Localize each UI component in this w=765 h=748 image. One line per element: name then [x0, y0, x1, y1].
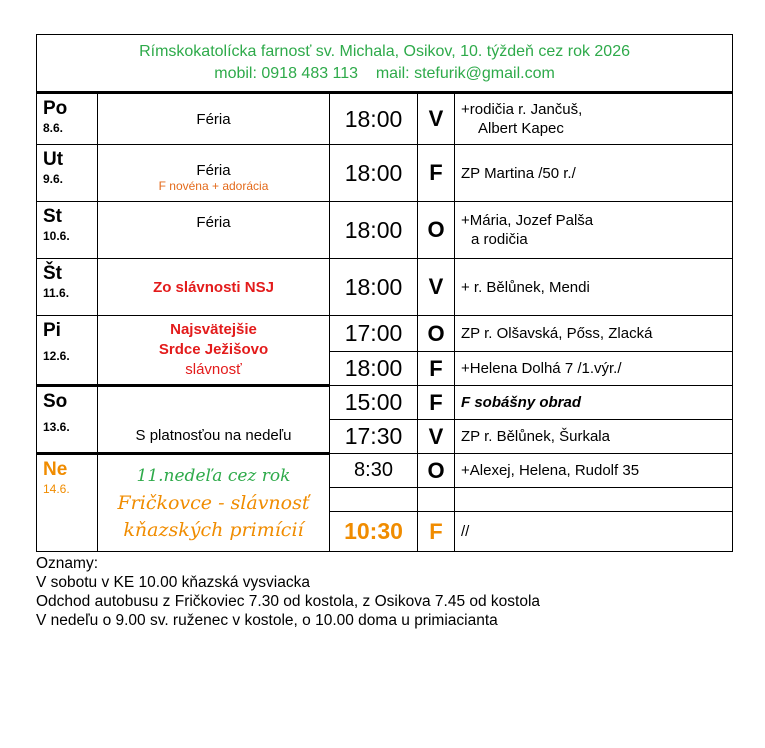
celebrant-letter: F — [418, 352, 455, 386]
day-row-stv — [37, 259, 733, 316]
day-cell: Pi 12.6. — [37, 316, 98, 386]
parish-title: Rímskokatolícka farnosť sv. Michala, Osikov, 10. týždeň cez rok 2026 — [139, 43, 630, 60]
announcements-title: Oznamy: — [36, 555, 99, 572]
mass-intention: +Helena Dolhá 7 /1.výr./ — [455, 352, 733, 386]
schedule-page — [36, 34, 732, 630]
mass-intention: ZP r. Bělůnek, Šurkala — [455, 420, 733, 454]
day-cell: Ne 14.6. — [37, 454, 98, 552]
parish-header — [37, 35, 733, 93]
day-cell: Ut 9.6. — [37, 145, 98, 202]
day-description: Najsvätejšie Srdce Ježišovo slávnosť — [98, 316, 330, 386]
day-cell: St 10.6. — [37, 202, 98, 259]
celebrant-letter: O — [418, 202, 455, 259]
announcements — [36, 554, 732, 630]
mass-intention: ZP Martina /50 r./ — [455, 145, 733, 202]
mass-time: 18:00 — [330, 259, 418, 316]
celebrant-letter: F — [418, 386, 455, 420]
mass-time: 18:00 — [330, 93, 418, 145]
day-row-po — [37, 93, 733, 145]
mass-time: 18:00 — [330, 145, 418, 202]
mass-intention: F sobášny obrad — [455, 386, 733, 420]
day-description: Féria — [98, 202, 330, 259]
day-description: Féria F novéna + adorácia — [98, 145, 330, 202]
celebrant-letter: F — [418, 512, 455, 552]
day-subnote: F novéna + adorácia — [158, 178, 269, 193]
mass-time: 10:30 — [330, 512, 418, 552]
day-description: Féria — [98, 93, 330, 145]
announcement-line: Odchod autobusu z Fričkoviec 7.30 od kostola, z Osikova 7.45 od kostola — [36, 593, 541, 610]
mass-time: 17:30 — [330, 420, 418, 454]
mass-time: 18:00 — [330, 352, 418, 386]
mass-intention: +rodičia r. Jančuš, Albert Kapec — [455, 93, 733, 145]
announcement-line: V sobotu v KE 10.00 kňazská vysviacka — [36, 574, 310, 591]
celebrant-letter: F — [418, 145, 455, 202]
mass-time: 18:00 — [330, 202, 418, 259]
mass-intention: + r. Bělůnek, Mendi — [455, 259, 733, 316]
parish-contact: mobil: 0918 483 113 mail: stefurik@gmail.com — [214, 65, 555, 82]
mass-schedule-table — [36, 34, 733, 552]
mass-time: 15:00 — [330, 386, 418, 420]
mass-intention: +Mária, Jozef Palša a rodičia — [455, 202, 733, 259]
mass-time: 8:30 — [330, 454, 418, 488]
mass-intention: +Alexej, Helena, Rudolf 35 — [455, 454, 733, 488]
celebrant-letter: V — [418, 420, 455, 454]
day-row-st — [37, 202, 733, 259]
day-row-ut — [37, 145, 733, 202]
day-row-so — [37, 386, 733, 420]
day-description: Zo slávnosti NSJ — [98, 259, 330, 316]
celebrant-letter: V — [418, 259, 455, 316]
celebrant-letter: O — [418, 316, 455, 352]
mass-intention: // — [455, 512, 733, 552]
day-row-pi — [37, 316, 733, 352]
day-cell: Po 8.6. — [37, 93, 98, 145]
announcement-line: V nedeľu o 9.00 sv. ruženec v kostole, o 10.00 doma u primiacianta — [36, 612, 498, 629]
day-description: S platnosťou na nedeľu — [98, 386, 330, 454]
mass-time: 17:00 — [330, 316, 418, 352]
celebrant-letter: V — [418, 93, 455, 145]
day-description: 11.nedeľa cez rok Fričkovce - slávnosť kňazských primícií — [98, 454, 330, 552]
mass-intention: ZP r. Olšavská, Pőss, Zlacká — [455, 316, 733, 352]
day-cell: So 13.6. — [37, 386, 98, 454]
celebrant-letter: O — [418, 454, 455, 488]
day-row-ne — [37, 454, 733, 488]
day-cell: Št 11.6. — [37, 259, 98, 316]
